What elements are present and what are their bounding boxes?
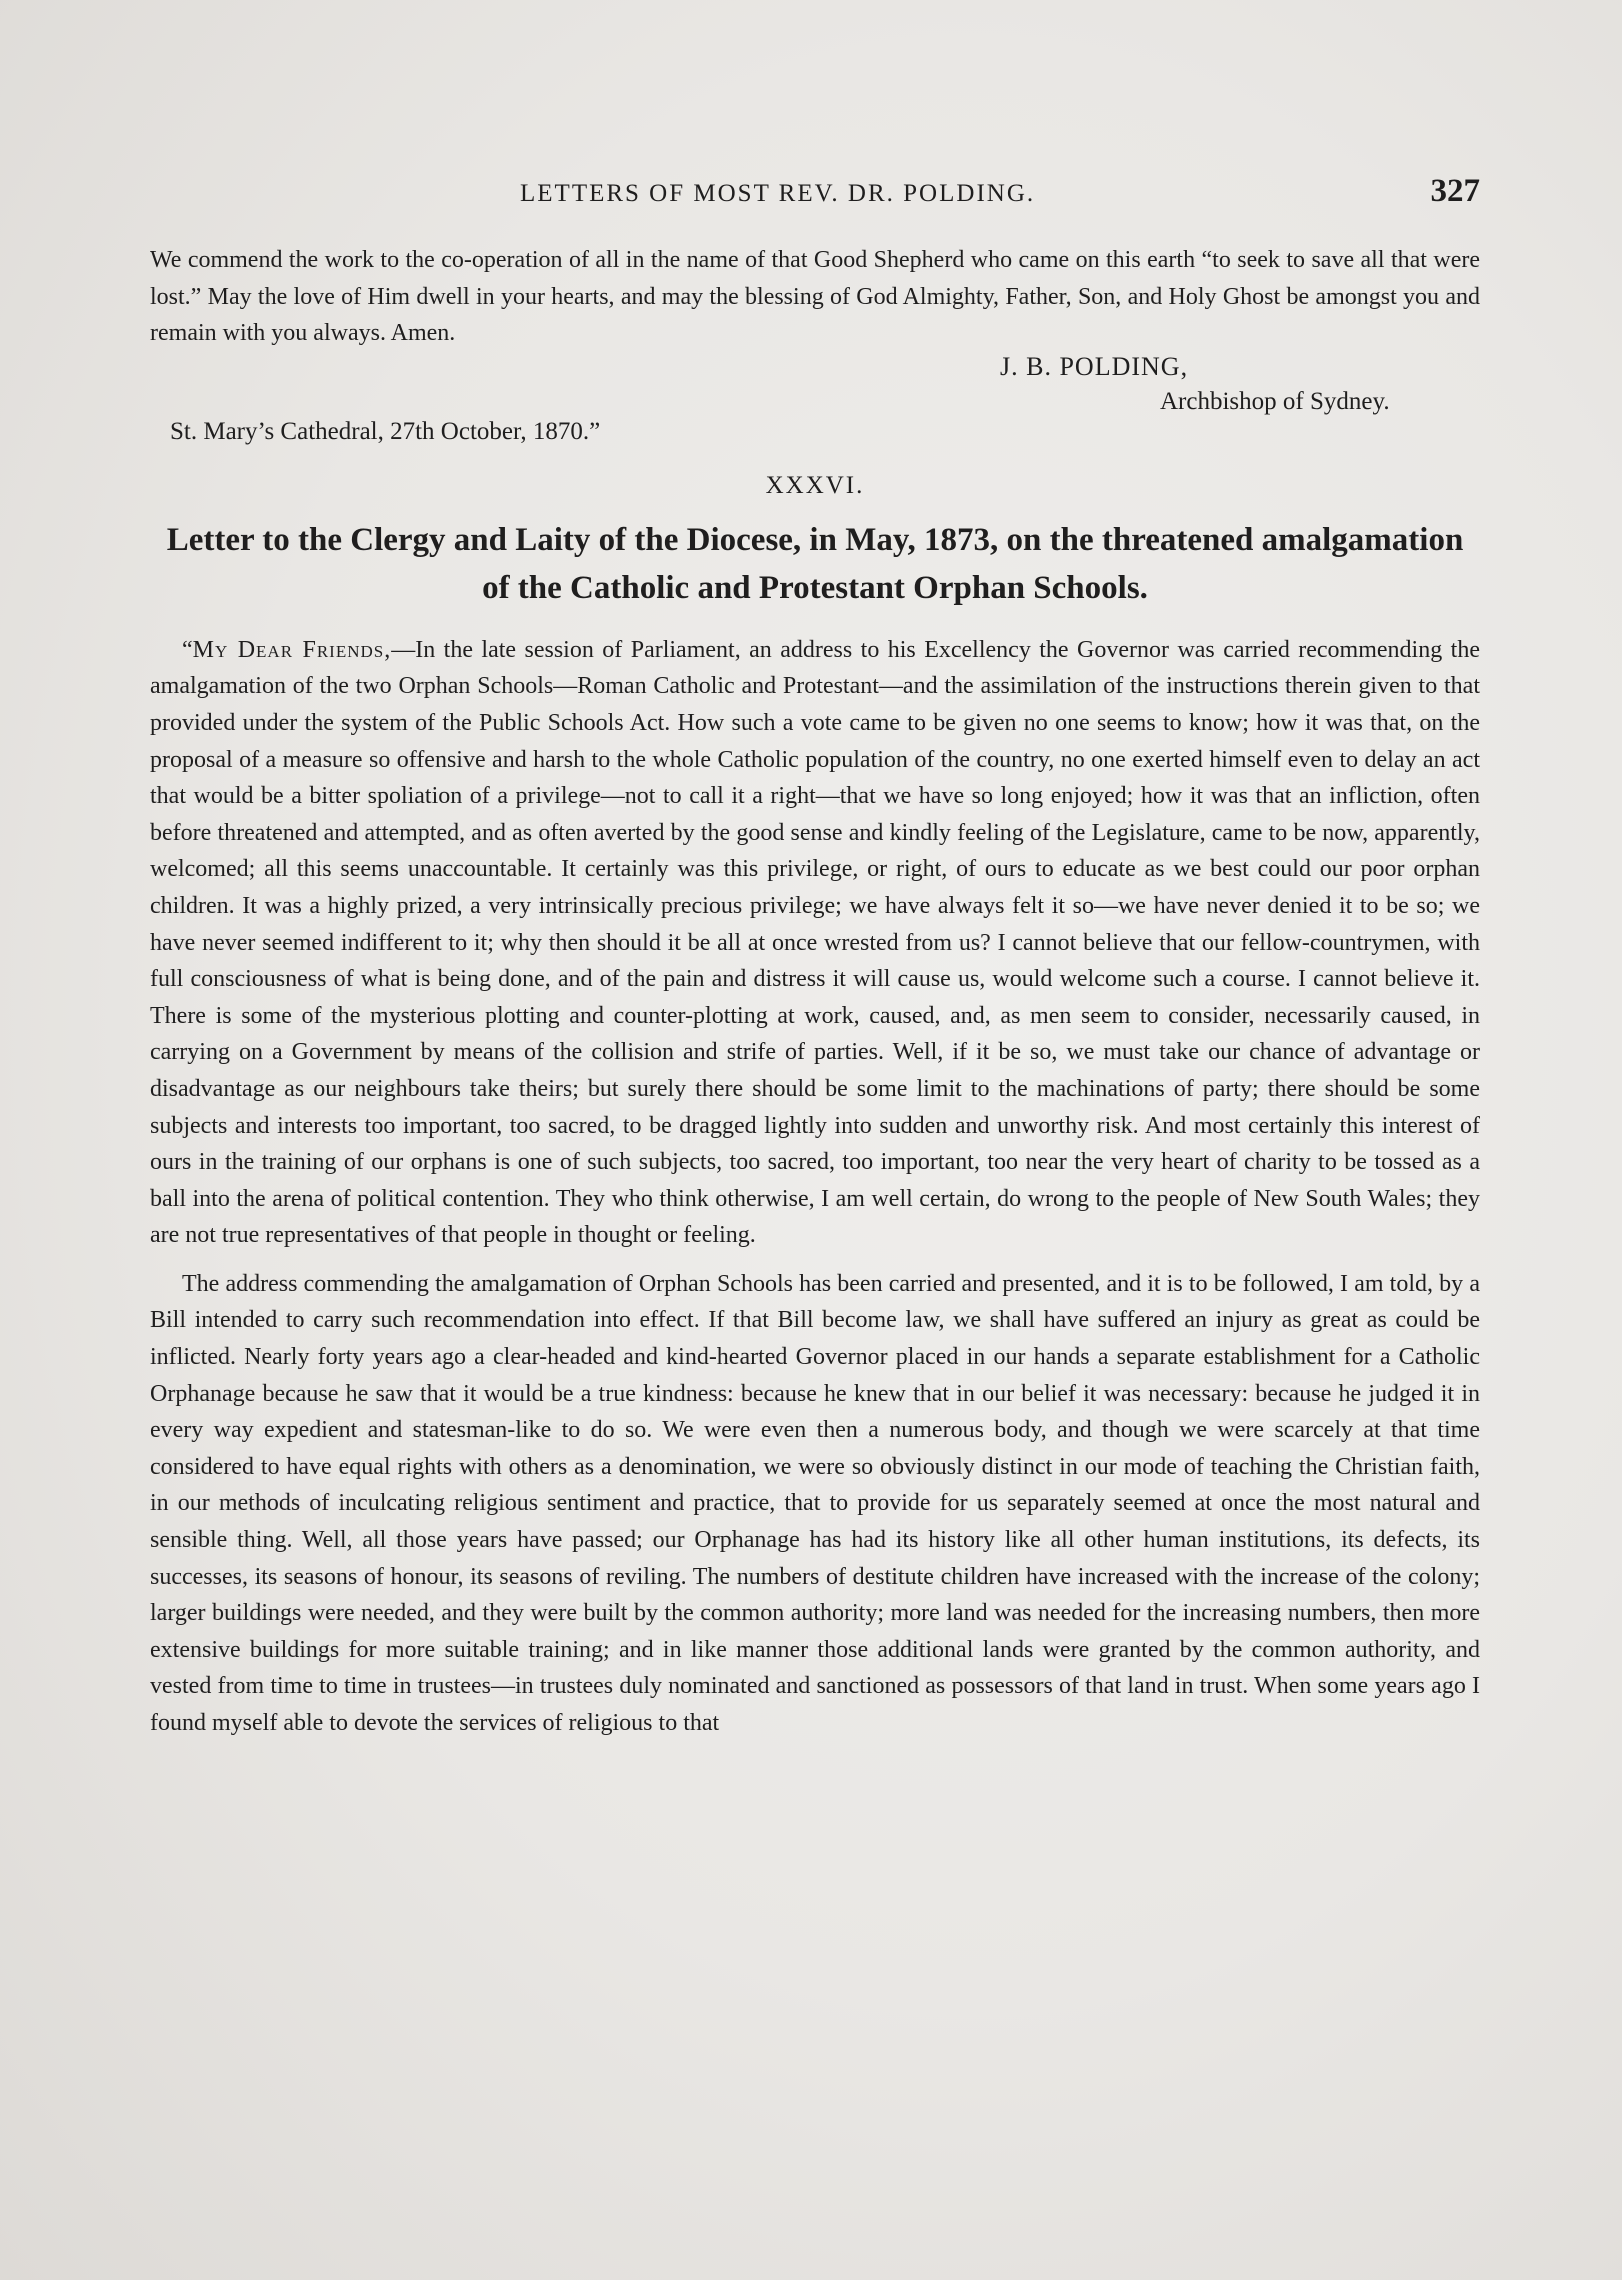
salutation: My Dear Friends, bbox=[192, 636, 392, 663]
salutation-open-quote: “ bbox=[182, 636, 193, 663]
page-content bbox=[150, 170, 1480, 1742]
section-number: XXXVI. bbox=[765, 471, 865, 499]
signature-title: Archbishop of Sydney. bbox=[1160, 387, 1390, 415]
opening-paragraph: We commend the work to the co-operation of all in the name of that Good Shepherd who came on this earth “to seek to save all that were lost.” May the love of Him dwell in your hearts, and may the blessing of God Almighty, Father, Son, and Holy Ghost be amongst you and remain with you always. Amen. bbox=[150, 247, 1480, 347]
paragraph-1-text: —In the late session of Parliament, an address to his Excellency the Governor was carried recommending the amalgamation of the two Orphan Schools—Roman Catholic and Protestant—and the assimilation of the instructions therein given to that provided under the system of the Public Schools Act. How such a vote came to be given no one seems to know; how it was that, on the proposal of a measure so offensive and harsh to the whole Catholic population of the country, no one exerted himself even to delay an act that would be a bitter spoliation of a privilege—not to call it a right—that we have so long enjoyed; how it was that an infliction, often before threatened and attempted, and as often averted by the good sense and kindly feeling of the Legislature, came to be now, apparently, welcomed; all this seems unaccountable. It certainly was this privilege, or right, of ours to educate as we best could our poor orphan children. It was a highly prized, a very intrinsically precious privilege; we have always felt it so—we have never denied it to be so; we have never seemed indifferent to it; why then should it be all at once wrested from us? I cannot believe that our fellow-countrymen, with full consciousness of what is being done, and of the pain and distress it will cause us, would welcome such a course. I cannot believe it. There is some of the mysterious plotting and counter-plotting at work, caused, and, as men seem to consider, necessarily caused, in carrying on a Government by means of the collision and strife of parties. Well, if it be so, we must take our chance of advantage or disadvantage as our neighbours take theirs; but surely there should be some limit to the machinations of party; there should be some subjects and interests too important, too sacred, to be dragged lightly into sudden and unworthy risk. And most certainly this interest of ours in the training of our orphans is one of such subjects, too sacred, too important, too near the very heart of charity to be tossed as a ball into the arena of political contention. They who think otherwise, I am well certain, do wrong to the people of New South Wales; they are not true representatives of that people in thought or feeling. bbox=[150, 636, 1480, 1249]
letter-paragraph-2: The address commending the amalgamation of Orphan Schools has been carried and presented, and it is to be followed, I am told, by a Bill intended to carry such recommendation into effect. If that Bill become law, we shall have suffered an injury as great as could be inflicted. Nearly forty years ago a clear-headed and kind-hearted Governor placed in our hands a separate establishment for a Catholic Orphanage because he saw that it would be a true kindness: because he knew that in our belief it was necessary: because he judged it in every way expedient and statesman-like to do so. We were even then a numerous body, and though we were scarcely at that time considered to have equal rights with others as a denomination, we were so obviously distinct in our mode of teaching the Christian faith, in our methods of inculcating religious sentiment and practice, that to provide for us separately seemed at once the most natural and sensible thing. Well, all those years have passed; our Orphanage has had its history like all other human institutions, its defects, its successes, its seasons of honour, its seasons of reviling. The numbers of destitute children have increased with the increase of the colony; larger buildings were needed, and they were built by the common authority; more land was needed for the increasing numbers, then more extensive buildings for more suitable training; and in like manner those additional lands were granted by the common authority, and vested from time to time in trustees—in trustees duly nominated and sanctioned as possessors of that land in trust. When some years ago I found myself able to devote the services of religious to that bbox=[150, 1270, 1480, 1736]
signature-name: J. B. POLDING, bbox=[1000, 351, 1189, 381]
running-title: LETTERS OF MOST REV. DR. POLDING. bbox=[520, 180, 1036, 207]
page-number: 327 bbox=[1430, 173, 1480, 209]
letter-heading: Letter to the Clergy and Laity of the Diocese, in May, 1873, on the threatened amalgamation of the Catholic and Protestant Orphan Schools. bbox=[166, 521, 1464, 606]
running-head bbox=[150, 170, 1480, 220]
paragraph-spacer bbox=[150, 1254, 1480, 1266]
date-line: St. Mary’s Cathedral, 27th October, 1870.” bbox=[170, 417, 601, 445]
letter-paragraph-1 bbox=[150, 632, 1480, 1254]
